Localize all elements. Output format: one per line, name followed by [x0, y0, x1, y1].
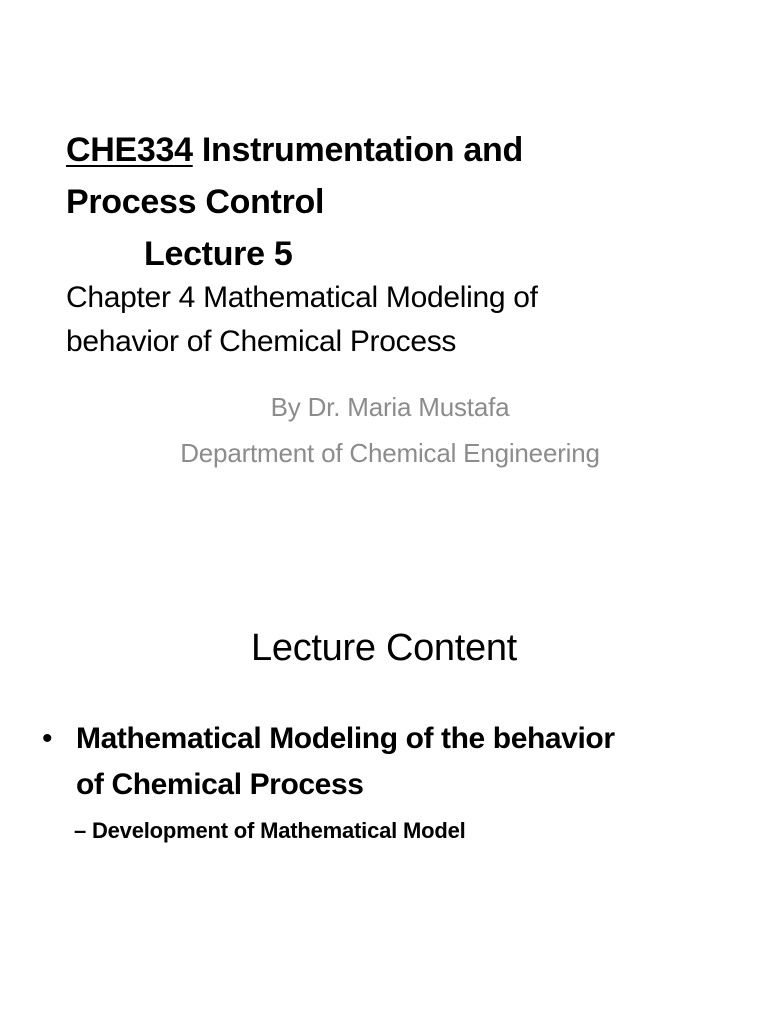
lecture-number: Lecture 5: [144, 235, 293, 273]
title-line-1: [66, 124, 726, 176]
content-slide-title: Lecture Content: [251, 627, 517, 669]
content-slide: [0, 512, 768, 1024]
bullet-line-1: Mathematical Modeling of the behavior: [76, 722, 615, 755]
chapter-line-2: behavior of Chemical Process: [66, 325, 457, 358]
byline: [0, 384, 768, 476]
department: Department of Chemical Engineering: [180, 438, 600, 468]
chapter-heading: [66, 276, 746, 364]
bullet-dot-icon: •: [42, 722, 53, 755]
chapter-line-1: Chapter 4 Mathematical Modeling of: [66, 281, 538, 314]
slide-title: [66, 124, 726, 280]
sub-bullet-item: – Development of Mathematical Model: [74, 818, 466, 843]
bullet-item: [42, 716, 742, 808]
title-line-2: Process Control: [66, 183, 325, 221]
course-code: CHE334: [66, 131, 193, 169]
bullet-text: [76, 716, 742, 808]
bullet-line-2: of Chemical Process: [76, 768, 364, 801]
title-rest: Instrumentation and: [192, 131, 523, 169]
author: By Dr. Maria Mustafa: [270, 392, 510, 422]
